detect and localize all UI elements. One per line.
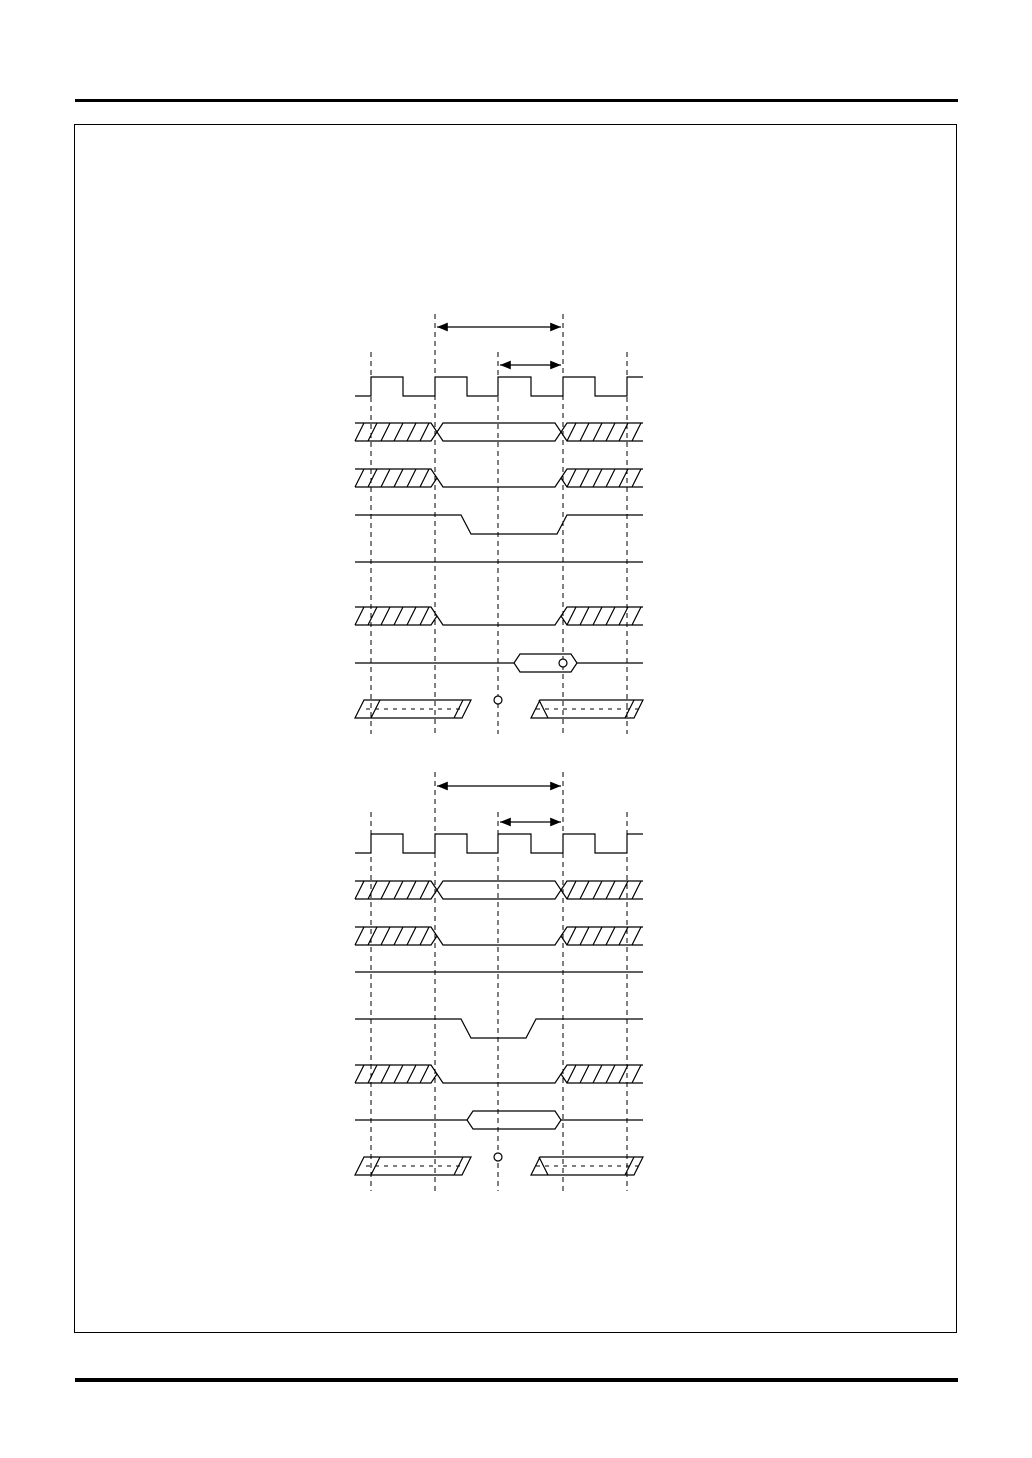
select-signal-1 <box>355 607 643 625</box>
write-data-bus-signal <box>355 1111 643 1129</box>
write-data-signal-2 <box>355 1153 643 1175</box>
cycle-guides <box>371 772 627 1191</box>
bus-signal-1 <box>355 423 643 441</box>
bus-signal-2 <box>355 881 643 899</box>
write-data-signal-1 <box>355 696 643 718</box>
strobe-signal-1 <box>355 469 643 487</box>
read-enable-signal <box>355 515 643 534</box>
strobe-signal-2 <box>355 927 643 945</box>
timing-diagram-2 <box>355 772 643 1191</box>
clock-signal <box>355 834 643 853</box>
clock-signal <box>355 377 643 396</box>
write-enable-signal <box>355 1019 643 1038</box>
read-data-signal <box>355 654 643 672</box>
timing-diagram-1 <box>355 314 643 734</box>
footer-rule <box>75 1378 958 1382</box>
select-signal-2 <box>355 1065 643 1083</box>
